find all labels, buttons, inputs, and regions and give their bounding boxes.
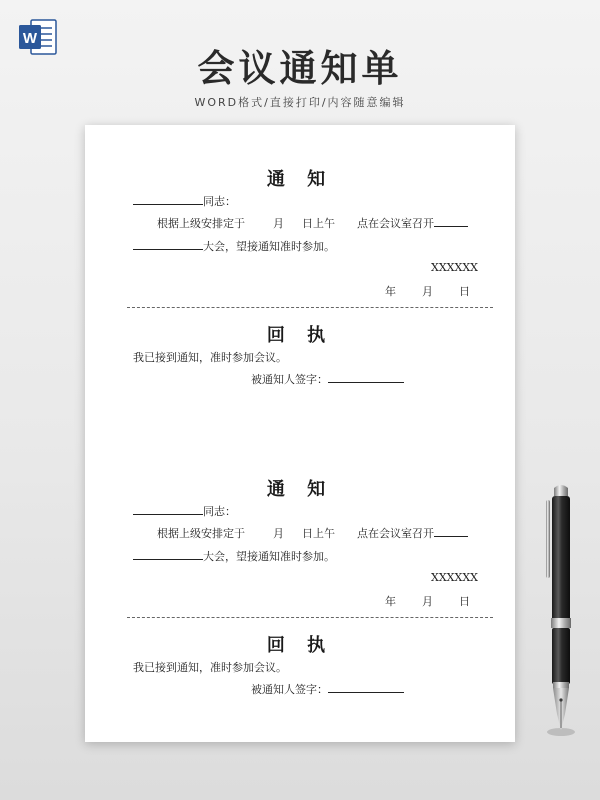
notice-line-2 (133, 238, 335, 254)
name-blank[interactable] (133, 194, 203, 205)
notice-text: 点在会议室召开 (357, 527, 434, 540)
meeting-blank[interactable] (434, 216, 468, 227)
issue-date (385, 593, 470, 609)
page-subtitle: WORD格式/直接打印/内容随意编辑 (194, 96, 406, 109)
issue-date (385, 283, 470, 299)
page-title: 会议通知单 (197, 47, 403, 90)
notice-text: 大会，望接通知准时参加。 (203, 240, 335, 253)
notice-line-2 (133, 548, 335, 564)
day-label: 日 (459, 285, 470, 298)
notice-text: 根据上级安排定于 (157, 217, 245, 230)
greeting-text: 同志： (203, 195, 236, 208)
signature-label: 被通知人签字： (251, 683, 328, 696)
word-icon-letter: W (22, 30, 38, 47)
notice-text: 点在会议室召开 (357, 217, 434, 230)
notice-line-1 (157, 525, 468, 541)
greeting-line (133, 503, 236, 519)
month-label: 月 (273, 217, 284, 230)
meeting-name-blank[interactable] (133, 239, 203, 250)
document-sheet (85, 125, 515, 742)
year-label: 年 (385, 285, 396, 298)
notice-heading: 通 知 (266, 479, 334, 500)
meeting-blank[interactable] (434, 526, 468, 537)
month-label: 月 (273, 527, 284, 540)
notice-line-1 (157, 215, 468, 231)
month-label: 月 (422, 285, 433, 298)
day-label: 日 (459, 595, 470, 608)
issuer: XXXXXX (431, 261, 478, 274)
day-label: 日上午 (302, 217, 335, 230)
meeting-name-blank[interactable] (133, 549, 203, 560)
fountain-pen-image (538, 482, 584, 744)
notice-text: 根据上级安排定于 (157, 527, 245, 540)
signature-line (251, 681, 404, 697)
signature-blank[interactable] (328, 682, 404, 693)
receipt-heading: 回 执 (266, 325, 334, 346)
month-label: 月 (422, 595, 433, 608)
cut-line (127, 307, 493, 308)
signature-line (251, 371, 404, 387)
signature-blank[interactable] (328, 372, 404, 383)
issuer: XXXXXX (431, 571, 478, 584)
day-label: 日上午 (302, 527, 335, 540)
receipt-heading: 回 执 (266, 635, 334, 656)
notice-heading: 通 知 (266, 169, 334, 190)
greeting-text: 同志： (203, 505, 236, 518)
signature-label: 被通知人签字： (251, 373, 328, 386)
year-label: 年 (385, 595, 396, 608)
receipt-text: 我已接到通知，准时参加会议。 (133, 351, 287, 364)
greeting-line (133, 193, 236, 209)
cut-line (127, 617, 493, 618)
receipt-text: 我已接到通知，准时参加会议。 (133, 661, 287, 674)
name-blank[interactable] (133, 504, 203, 515)
notice-text: 大会，望接通知准时参加。 (203, 550, 335, 563)
